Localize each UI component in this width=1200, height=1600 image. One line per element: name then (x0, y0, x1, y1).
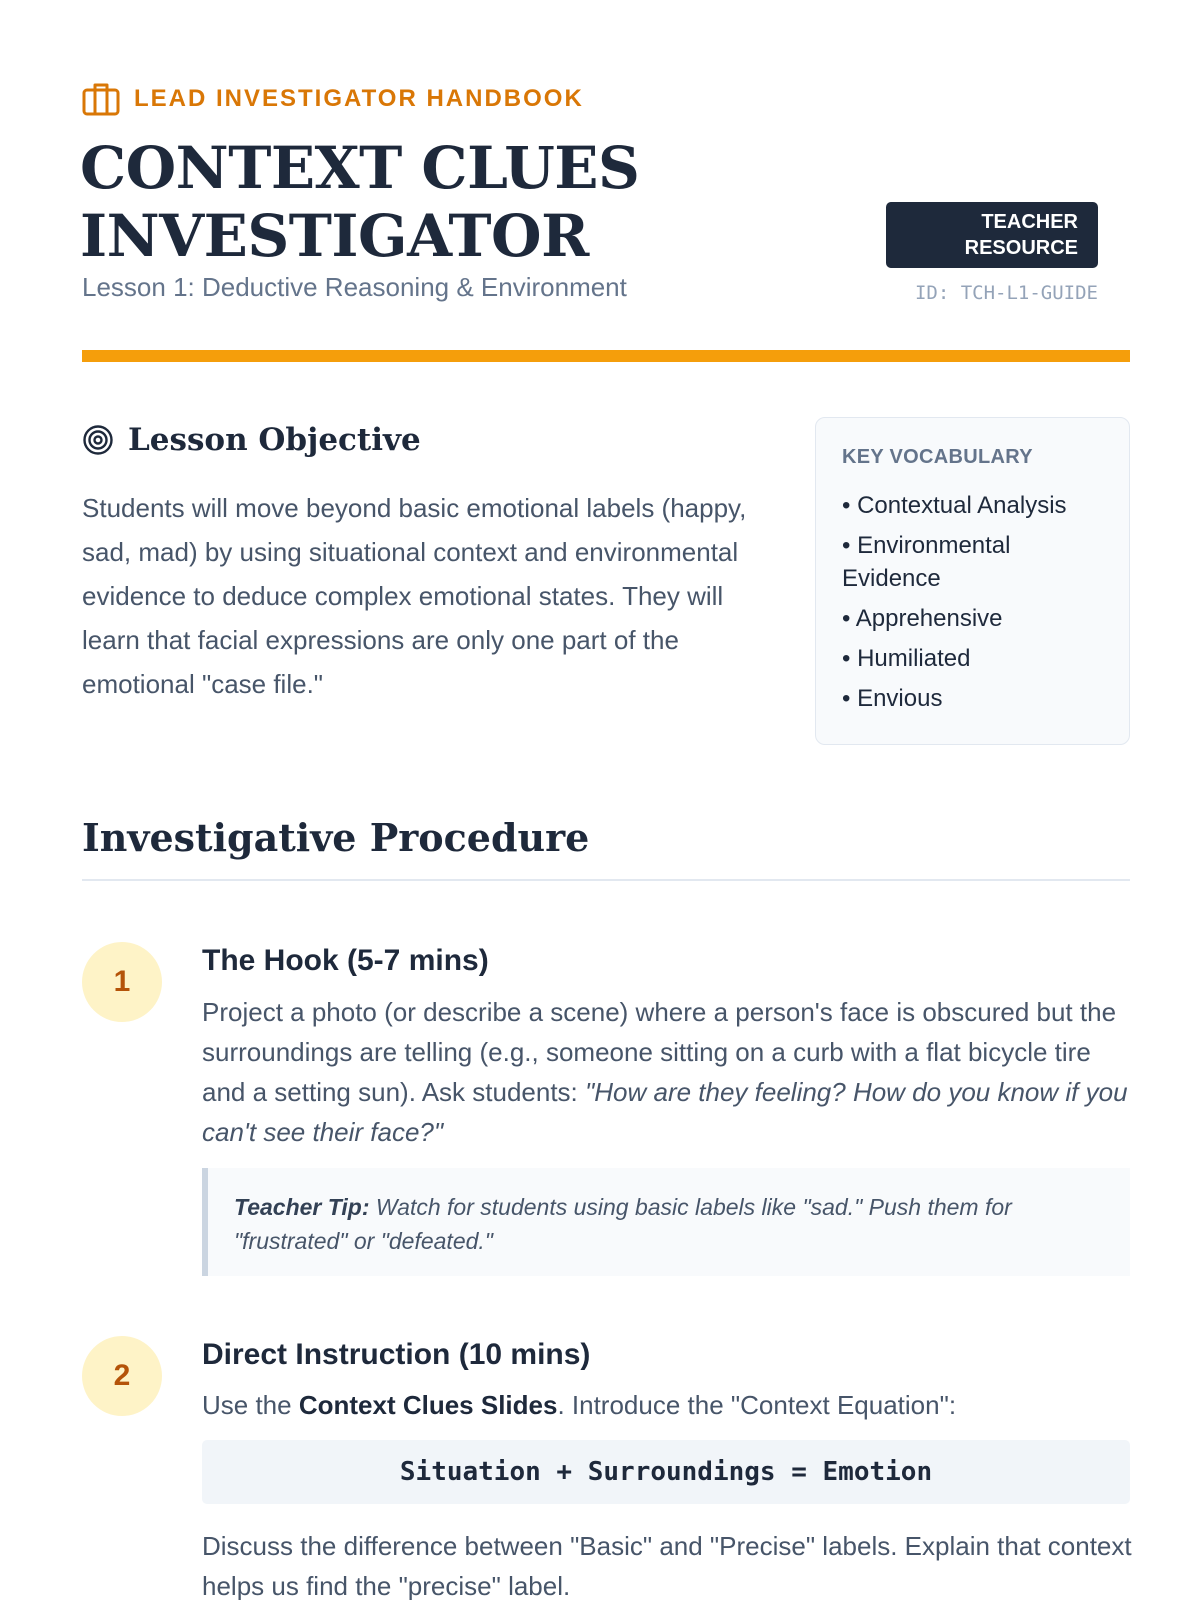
title-line-1: CONTEXT CLUES (80, 134, 640, 202)
objective-title: Lesson Objective (128, 422, 421, 458)
eyebrow (82, 82, 584, 116)
teacher-resource-badge (886, 202, 1098, 268)
vocabulary-item: • Contextual Analysis (842, 492, 1067, 519)
briefcase-icon (82, 82, 120, 116)
key-vocabulary-card (815, 417, 1130, 745)
step-1-text (202, 992, 1132, 1152)
vocabulary-list (842, 489, 1103, 715)
badge-line-1: TEACHER (981, 211, 1078, 233)
page-subtitle: Lesson 1: Deductive Reasoning & Environment (82, 272, 627, 302)
badge-line-2: RESOURCE (964, 237, 1078, 259)
step-2-followup: Discuss the difference between "Basic" and "Precise" labels. Explain that context helps us find the "precise" label. (202, 1531, 1132, 1600)
procedure-divider (82, 879, 1130, 881)
step-2-text-post: . Introduce the "Context Equation": (557, 1390, 957, 1420)
page-title (80, 134, 639, 270)
header-divider (82, 350, 1130, 362)
document-id: ID: TCH-L1-GUIDE (914, 282, 1098, 304)
step-1-quote: "How are they feeling? How do you know if you can't see their face?" (202, 1077, 1128, 1147)
step-2-number: 2 (82, 1336, 162, 1416)
target-icon (82, 424, 114, 456)
procedure-heading: Investigative Procedure (82, 815, 590, 860)
step-1-body: Project a photo (or describe a scene) where a person's face is obscured but the surroundings are telling (e.g., someone sitting on a curb with a flat bicycle tire and a setting sun). Ask students: (202, 997, 1117, 1107)
teacher-tip-label: Teacher Tip: (234, 1194, 370, 1220)
teacher-tip (202, 1168, 1130, 1276)
eyebrow-label: LEAD INVESTIGATOR HANDBOOK (134, 85, 584, 112)
step-2-text (202, 1385, 1132, 1425)
title-line-2: INVESTIGATOR (80, 202, 589, 270)
objective-heading (82, 422, 421, 458)
objective-text: Students will move beyond basic emotional labels (happy, sad, mad) by using situational context and environmental evidence to deduce complex emotional states. They will learn that facial expressions are only one part of the emotional "case file." (82, 493, 747, 699)
vocabulary-item: • Environmental Evidence (842, 532, 1011, 592)
vocabulary-heading: KEY VOCABULARY (842, 446, 1033, 468)
context-equation: Situation + Surroundings = Emotion (202, 1440, 1130, 1504)
step-2-text-pre: Use the (202, 1390, 299, 1420)
step-2-title: Direct Instruction (10 mins) (202, 1338, 591, 1371)
step-1-title: The Hook (5-7 mins) (202, 944, 489, 977)
step-1-number: 1 (82, 942, 162, 1022)
teacher-tip-text: Watch for students using basic labels like "sad." Push them for "frustrated" or "defeated." (234, 1194, 1012, 1254)
vocabulary-item: • Apprehensive (842, 605, 1003, 632)
vocabulary-item: • Humiliated (842, 645, 971, 672)
step-2-slides-link: Context Clues Slides (298, 1390, 558, 1420)
vocabulary-item: • Envious (842, 685, 943, 712)
